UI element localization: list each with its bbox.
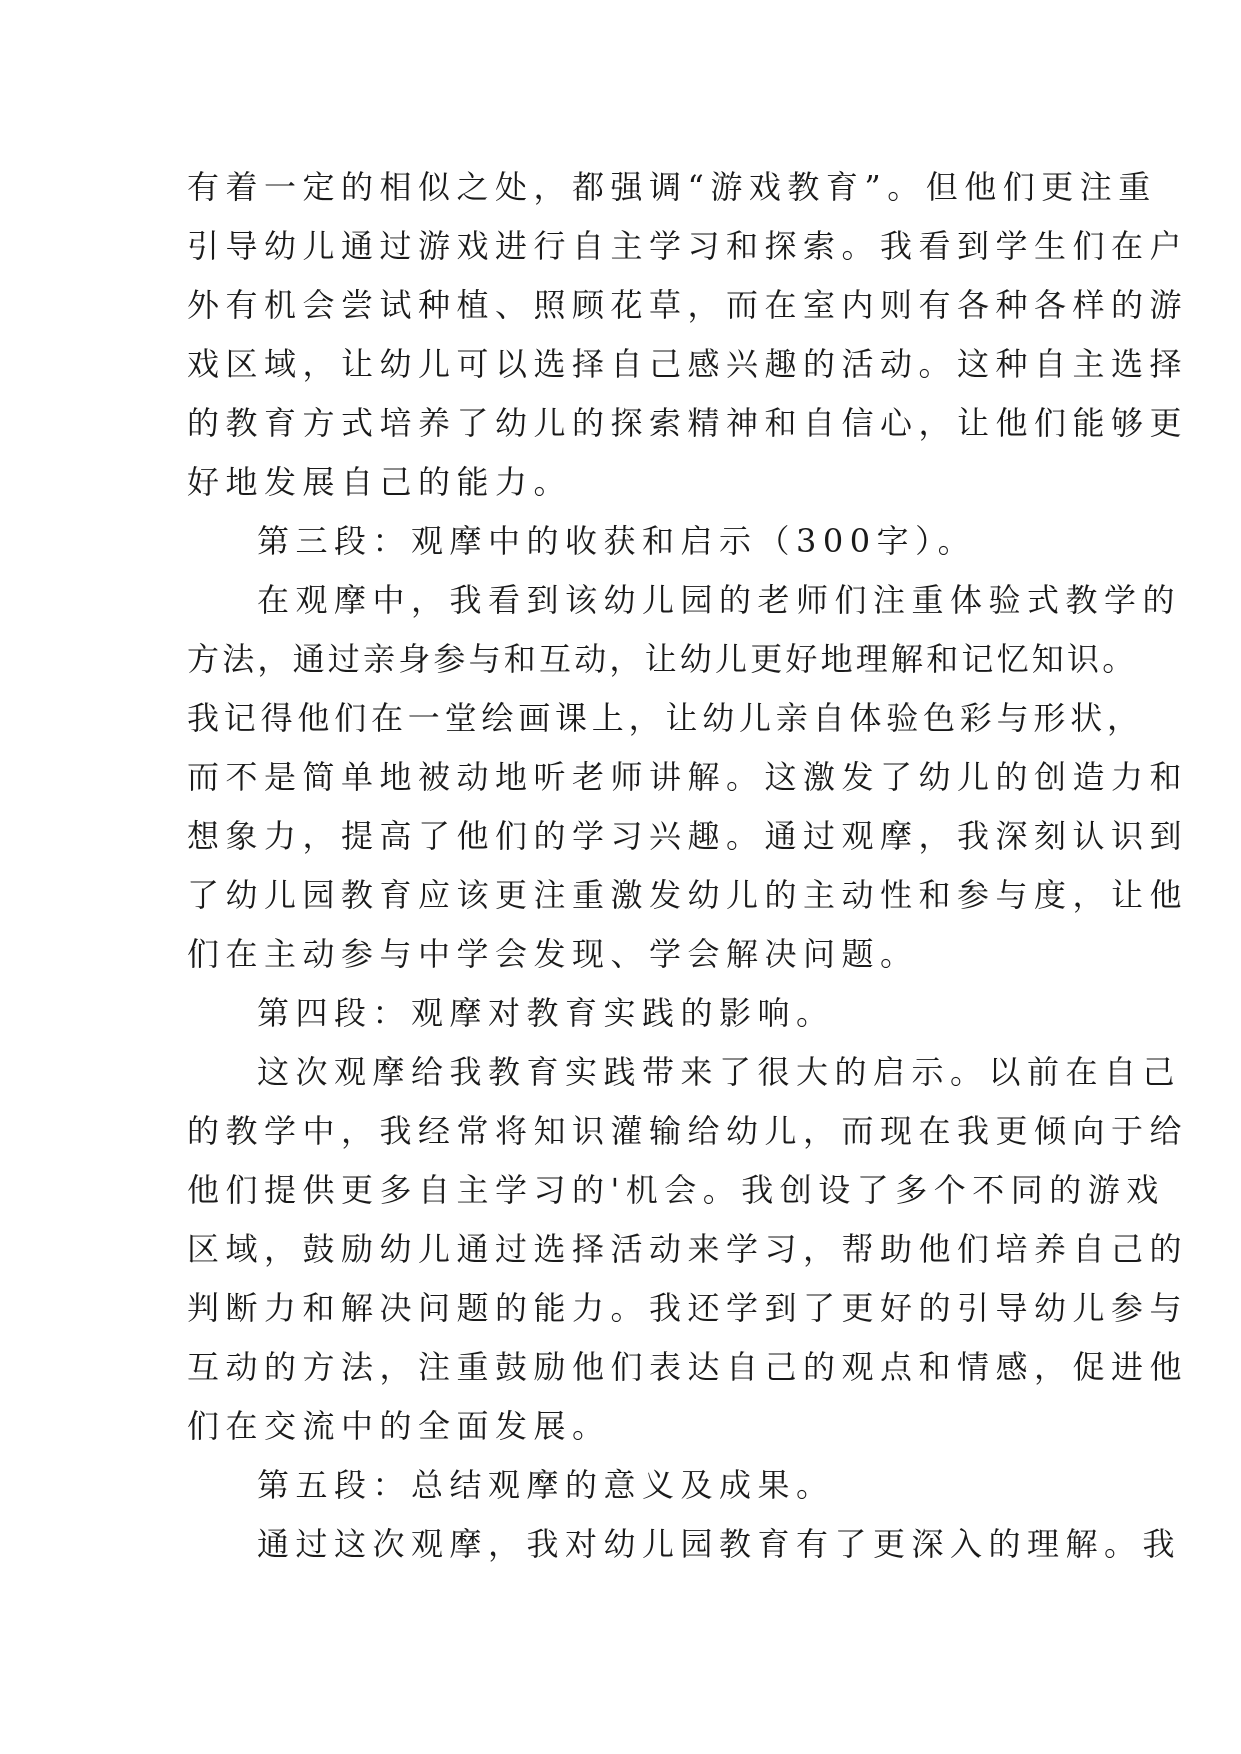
text-line: 区域，鼓励幼儿通过选择活动来学习，帮助他们培养自己的 [187, 1230, 1189, 1268]
body-text [187, 158, 1189, 1574]
text-line: 们在交流中的全面发展。 [187, 1407, 611, 1445]
text-line: 互动的方法，注重鼓励他们表达自己的观点和情感，促进他 [187, 1348, 1189, 1386]
text-line: 戏区域，让幼儿可以选择自己感兴趣的活动。这种自主选择 [187, 345, 1189, 383]
section-heading-4: 第四段：观摩对教育实践的影响。 [257, 994, 835, 1032]
text-line: 们在主动参与中学会发现、学会解决问题。 [187, 935, 919, 973]
text-line: 在观摩中，我看到该幼儿园的老师们注重体验式教学的 [257, 581, 1182, 619]
text-line: 有着一定的相似之处，都强调“游戏教育”。但他们更注重 [187, 168, 1157, 206]
text-line: 而不是简单地被动地听老师讲解。这激发了幼儿的创造力和 [187, 758, 1189, 796]
text-line: 引导幼儿通过游戏进行自主学习和探索。我看到学生们在户 [187, 227, 1189, 265]
text-line: 外有机会尝试种植、照顾花草，而在室内则有各种各样的游 [187, 286, 1189, 324]
text-line: 我记得他们在一堂绘画课上，让幼儿亲自体验色彩与形状， [187, 699, 1144, 737]
text-line: 判断力和解决问题的能力。我还学到了更好的引导幼儿参与 [187, 1289, 1189, 1327]
section-heading-5: 第五段：总结观摩的意义及成果。 [257, 1466, 835, 1504]
text-line: 了幼儿园教育应该更注重激发幼儿的主动性和参与度，让他 [187, 876, 1189, 914]
text-line: 他们提供更多自主学习的'机会。我创设了多个不同的游戏 [187, 1171, 1165, 1209]
text-line: 通过这次观摩，我对幼儿园教育有了更深入的理解。我 [257, 1525, 1182, 1563]
text-line: 的教育方式培养了幼儿的探索精神和自信心，让他们能够更 [187, 404, 1189, 442]
section-heading-3: 第三段：观摩中的收获和启示（300字）。 [257, 522, 977, 560]
text-line: 方法，通过亲身参与和互动，让幼儿更好地理解和记忆知识。 [187, 640, 1138, 678]
text-line: 好地发展自己的能力。 [187, 463, 573, 501]
text-line: 的教学中，我经常将知识灌输给幼儿，而现在我更倾向于给 [187, 1112, 1189, 1150]
text-line: 这次观摩给我教育实践带来了很大的启示。以前在自己 [257, 1053, 1182, 1091]
text-line: 想象力，提高了他们的学习兴趣。通过观摩，我深刻认识到 [187, 817, 1189, 855]
